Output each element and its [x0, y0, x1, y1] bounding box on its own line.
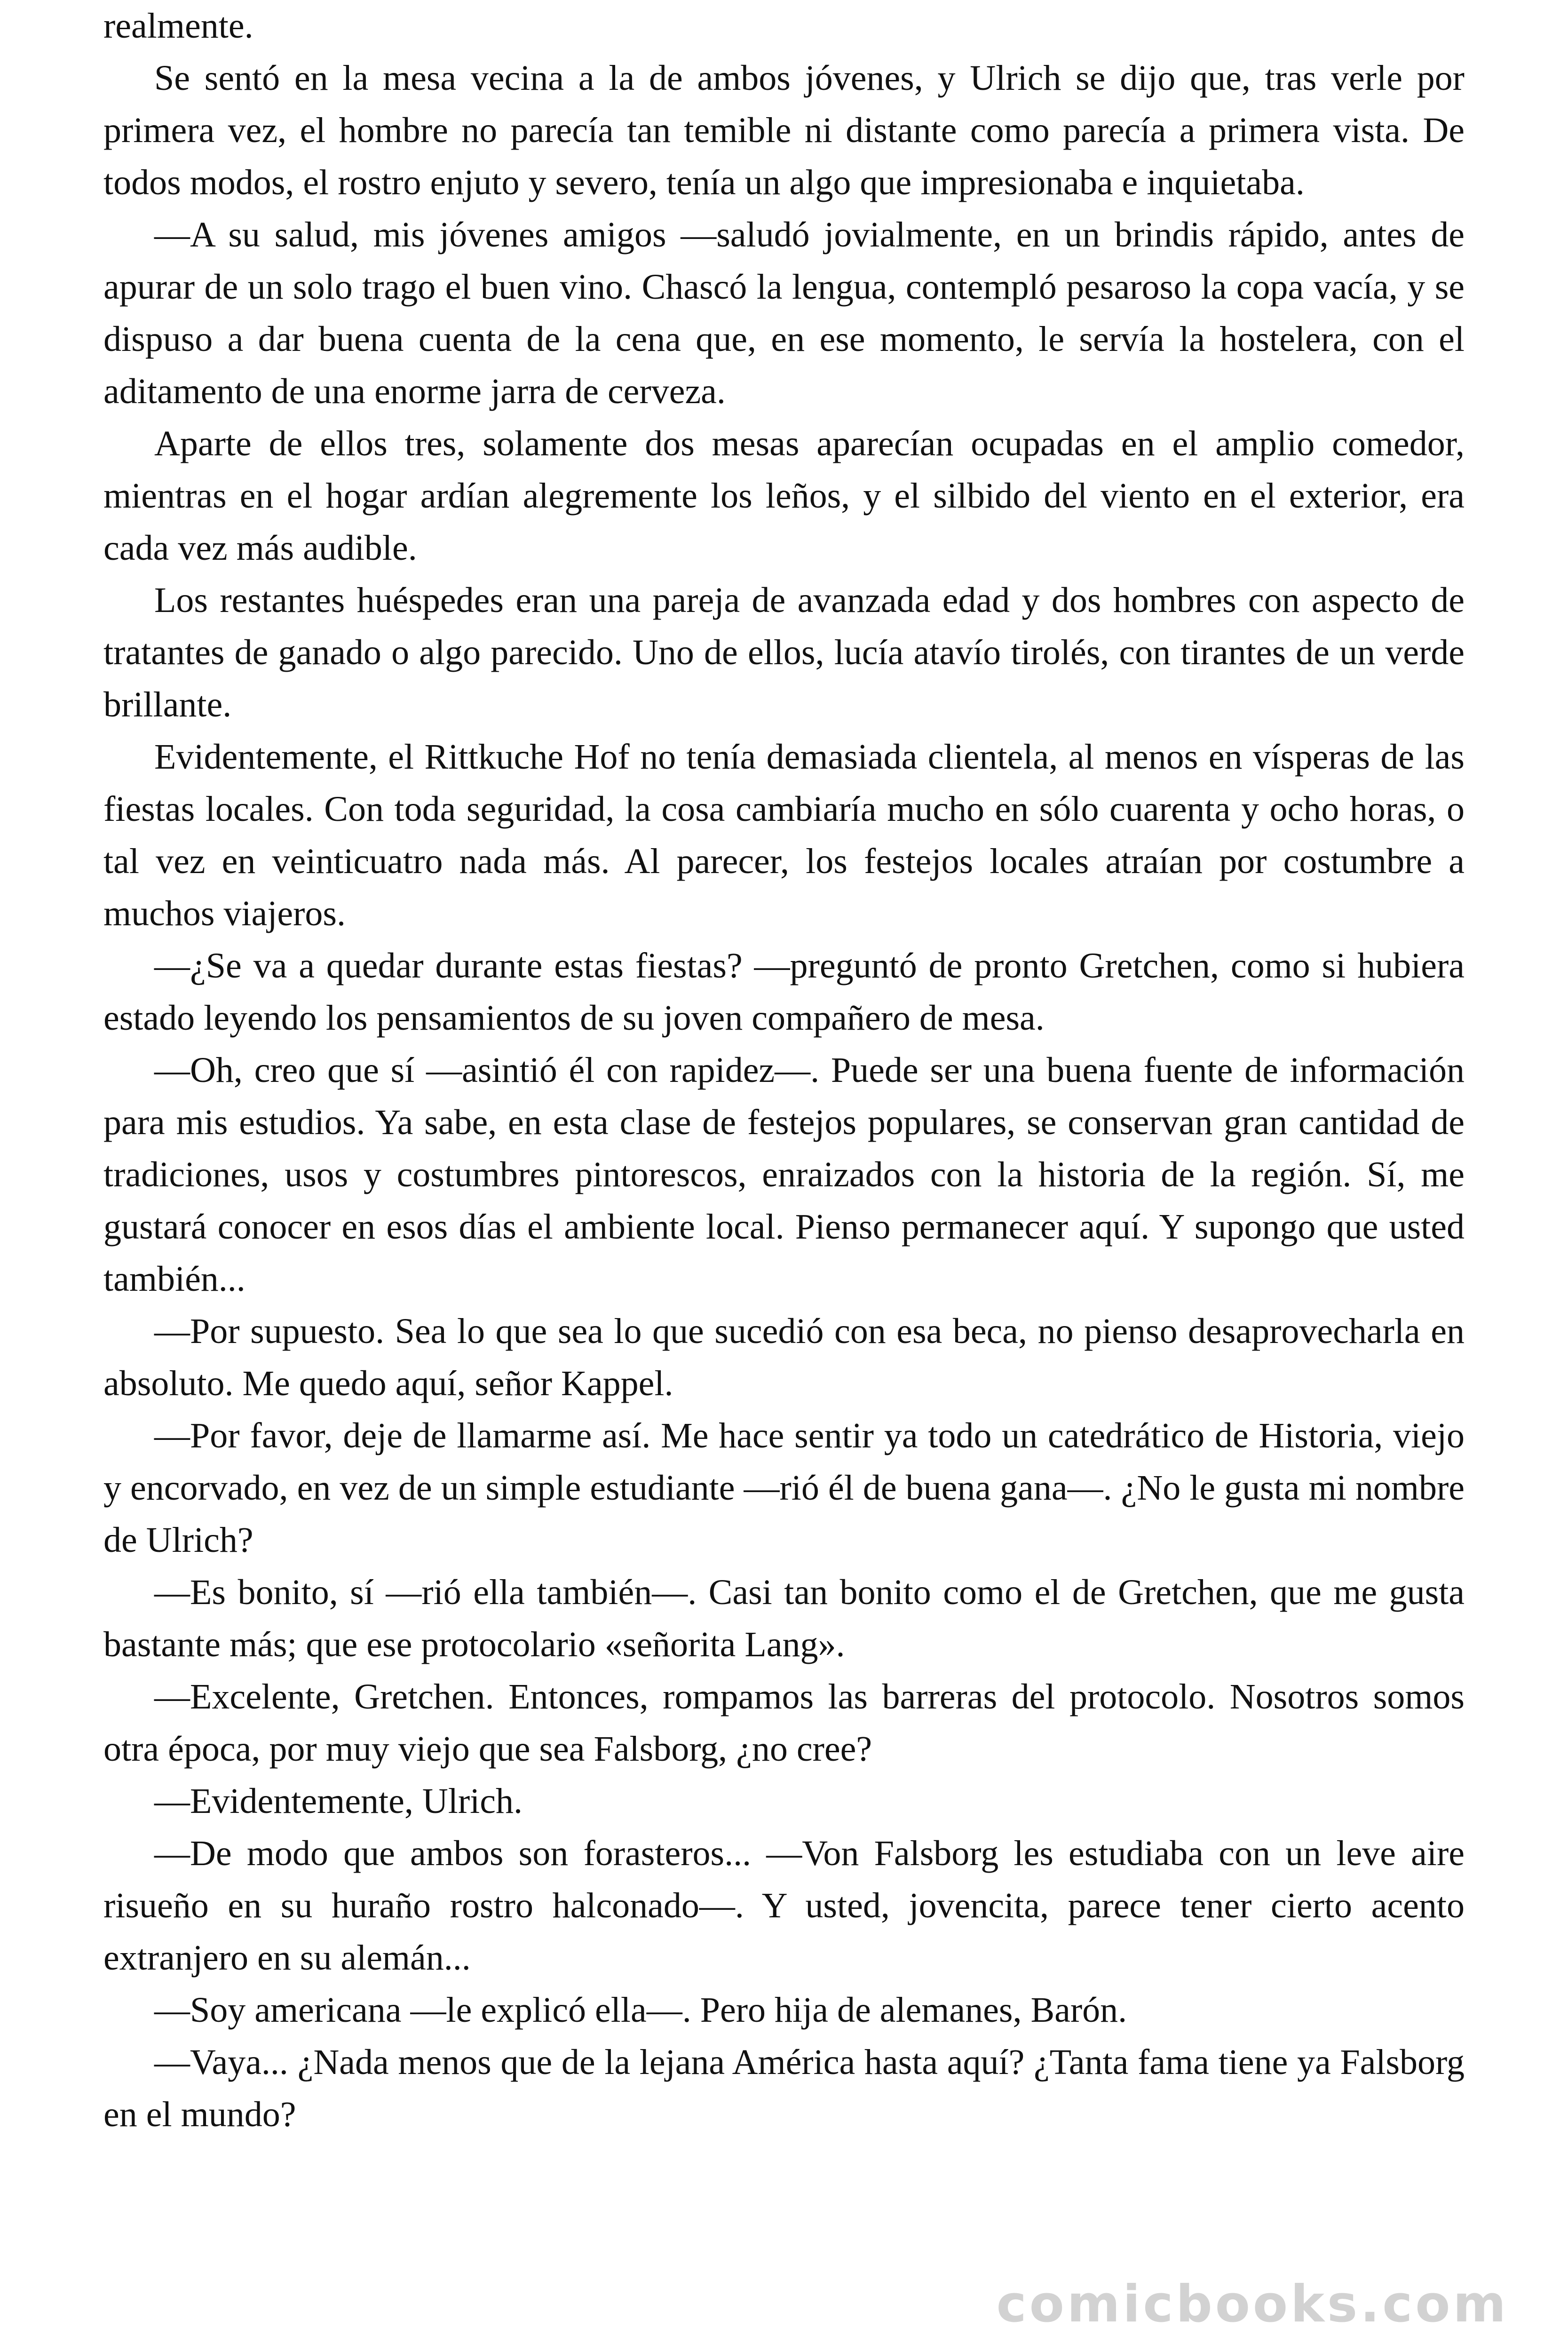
paragraph: —Es bonito, sí —rió ella también—. Casi tan bonito como el de Gretchen, que me gusta bastante más; que ese protocolario «señorita Lang».: [103, 1573, 1465, 1664]
paragraph: —Oh, creo que sí —asintió él con rapidez—. Puede ser una buena fuente de información para mis estudios. Ya sabe, en esta clase de festejos populares, se conservan gran cantidad de tradiciones, usos y costumbres pintorescos, enraizados con la historia de la región. Sí, me gustará conocer en esos días el ambiente local. Pienso permanecer aquí. Y supongo que usted también...: [103, 1050, 1465, 1299]
paragraph: Evidentemente, el Rittkuche Hof no tenía demasiada clientela, al menos en vísperas de las fiestas locales. Con toda seguridad, la cosa cambiaría mucho en sólo cuarenta y ocho horas, o tal vez en veinticuatro nada más. Al parecer, los festejos locales atraían por costumbre a muchos viajeros.: [103, 737, 1465, 933]
paragraph: —De modo que ambos son forasteros... —Von Falsborg les estudiaba con un leve aire risueño en su huraño rostro halconado—. Y usted, jovencita, parece tener cierto acento extranjero en su alemán...: [103, 1834, 1465, 1978]
paragraph: —A su salud, mis jóvenes amigos —saludó jovialmente, en un brindis rápido, antes de apurar de un solo trago el buen vino. Chascó la lengua, contempló pesaroso la copa vacía, y se dispuso a dar buena cuenta de la cena que, en ese momento, le servía la hostelera, con el aditamento de una enorme jarra de cerveza.: [103, 215, 1465, 411]
paragraph: Se sentó en la mesa vecina a la de ambos jóvenes, y Ulrich se dijo que, tras verle por primera vez, el hombre no parecía tan temible ni distante como parecía a primera vista. De todos modos, el rostro enjuto y severo, tenía un algo que impresionaba e inquietaba.: [103, 58, 1465, 202]
paragraph: —Excelente, Gretchen. Entonces, rompamos las barreras del protocolo. Nosotros somos otra época, por muy viejo que sea Falsborg, ¿no cree?: [103, 1677, 1465, 1769]
paragraph: —Evidentemente, Ulrich.: [154, 1781, 523, 1821]
paragraph: —Por supuesto. Sea lo que sea lo que sucedió con esa beca, no pienso desaprovecharla en absoluto. Me quedo aquí, señor Kappel.: [103, 1311, 1465, 1403]
paragraph: Los restantes huéspedes eran una pareja de avanzada edad y dos hombres con aspecto de tratantes de ganado o algo parecido. Uno de ellos, lucía atavío tirolés, con tirantes de un verde brillante.: [103, 580, 1465, 724]
watermark-text: comicbooks.com: [996, 2275, 1509, 2334]
paragraph: —Por favor, deje de llamarme así. Me hace sentir ya todo un catedrático de Historia, viejo y encorvado, en vez de un simple estudiante —rió él de buena gana—. ¿No le gusta mi nombre de Ulrich?: [103, 1416, 1465, 1560]
paragraph: —Soy americana —le explicó ella—. Pero hija de alemanes, Barón.: [154, 1990, 1127, 2030]
paragraph: —Vaya... ¿Nada menos que de la lejana América hasta aquí? ¿Tanta fama tiene ya Falsborg en el mundo?: [103, 2042, 1465, 2134]
paragraph: —¿Se va a quedar durante estas fiestas? —preguntó de pronto Gretchen, como si hubiera estado leyendo los pensamientos de su joven compañero de mesa.: [103, 946, 1465, 1038]
paragraph: Aparte de ellos tres, solamente dos mesas aparecían ocupadas en el amplio comedor, mientras en el hogar ardían alegremente los leños, y el silbido del viento en el exterior, era cada vez más audible.: [103, 424, 1465, 568]
book-page: [103, 0, 1465, 2258]
paragraph-continuation: realmente.: [103, 6, 253, 46]
